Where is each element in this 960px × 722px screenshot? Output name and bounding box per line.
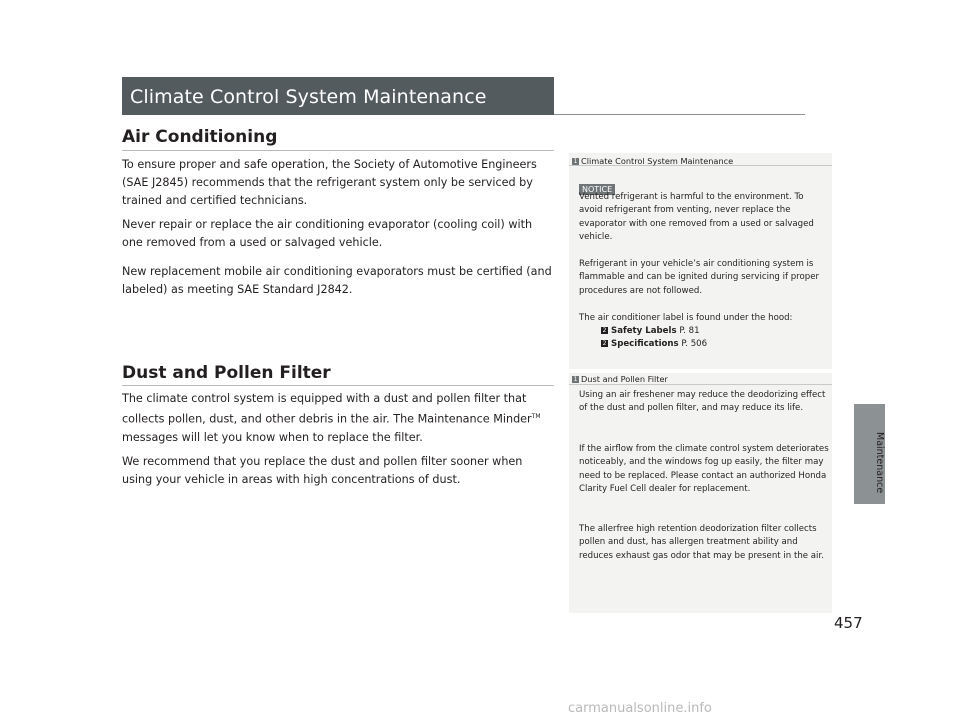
note-title: 1 Dust and Pollen Filter (573, 374, 668, 384)
heading-rule (122, 385, 554, 386)
heading-rule (122, 150, 554, 151)
notice-text: Vented refrigerant is harmful to the environment. To avoid refrigerant from venting, never replace the evaporator with one removed from a used or salvaged vehicle. (579, 192, 814, 243)
dust-paragraph-1: The climate control system is equipped with a dust and pollen filter that collects pollen, dust, and other debris in the air. The Maintenance Minder™ messages will let you know when to replace the filter. (122, 392, 541, 444)
dust-filter-heading: Dust and Pollen Filter (122, 363, 331, 383)
safety-labels-ref[interactable]: 2 Safety Labels P. 81 (602, 326, 700, 336)
note-title: 1 Climate Control System Maintenance (573, 156, 734, 166)
ac-paragraph-3: New replacement mobile air conditioning evaporators must be certified (and labeled) as meeting SAE Standard J2842. (122, 265, 552, 296)
dust-paragraph-2: We recommend that you replace the dust and pollen filter sooner when using your vehicle in areas with high concentrations of dust. (122, 455, 523, 486)
page-number: 457 (834, 614, 863, 632)
air-conditioning-heading: Air Conditioning (122, 127, 278, 147)
note-marker-icon: 1 (573, 376, 578, 383)
note2-paragraph-2: If the airflow from the climate control system deteriorates noticeably, and the windows fog up easily, the filter may need to be replaced. Please contact an authorized Honda Clarity Fuel Cell dealer for replacement. (579, 444, 829, 495)
note2-paragraph-3: The allerfree high retention deodorization filter collects pollen and dust, has allergen treatment ability and reduces exhaust gas odor that may be present in the air. (579, 524, 824, 561)
ac-paragraph-1: To ensure proper and safe operation, the Society of Automotive Engineers (SAE J2845) recommends that the refrigerant system only be serviced by trained and certified technicians. (122, 158, 537, 207)
note-paragraph-3: The air conditioner label is found under the hood: (579, 313, 793, 323)
ac-paragraph-2: Never repair or replace the air conditioning evaporator (cooling coil) with one removed from a used or salvaged vehicle. (122, 218, 533, 249)
section-title: Climate Control System Maintenance (130, 86, 487, 108)
note-paragraph-2: Refrigerant in your vehicle’s air conditioning system is flammable and can be ignited during servicing if proper procedures are not followed. (579, 259, 820, 296)
trademark: TM (531, 413, 541, 420)
reference-arrow-icon: 2 (602, 340, 607, 347)
chapter-tab-label: Maintenance (874, 432, 885, 494)
specifications-ref[interactable]: 2 Specifications P. 506 (602, 339, 708, 349)
reference-arrow-icon: 2 (602, 327, 607, 334)
title-rule (554, 114, 805, 115)
note-rule (569, 384, 832, 385)
notice-badge: NOTICE (579, 177, 615, 196)
note2-paragraph-1: Using an air freshener may reduce the deodorizing effect of the dust and pollen filter, and may reduce its life. (579, 390, 826, 414)
watermark: carmanualsonline.info (568, 701, 712, 716)
note-marker-icon: 1 (573, 158, 578, 165)
section-title-bar (122, 77, 554, 115)
